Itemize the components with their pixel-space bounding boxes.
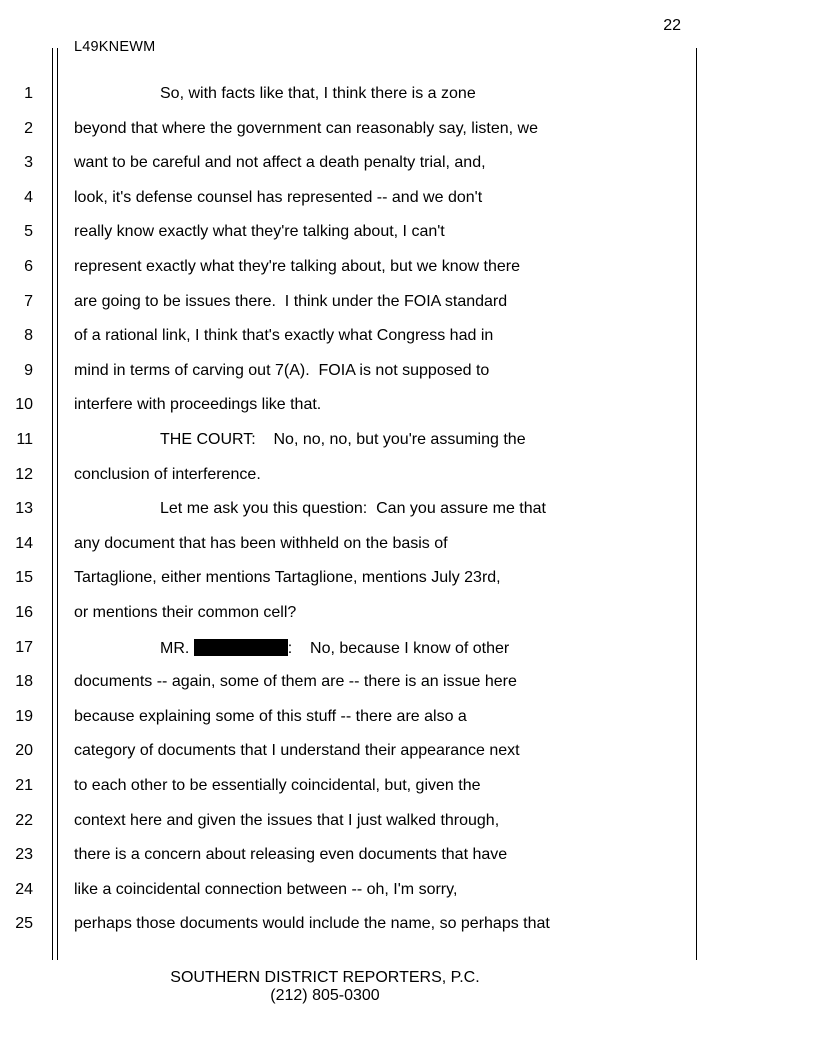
footer-phone: (212) 805-0300 (270, 987, 380, 1004)
redaction-block (194, 639, 288, 656)
line-number: 11 (16, 431, 33, 448)
line-number: 18 (15, 673, 33, 690)
transcript-line: conclusion of interference. (74, 466, 261, 483)
transcript-line: category of documents that I understand their appearance next (74, 742, 520, 759)
line-number: 4 (24, 189, 33, 206)
footer-reporter-name: SOUTHERN DISTRICT REPORTERS, P.C. (170, 969, 480, 986)
transcript-line: are going to be issues there. I think under the FOIA standard (74, 293, 508, 310)
line-number: 16 (15, 604, 33, 621)
line-number: 7 (24, 293, 33, 310)
line-number: 15 (15, 569, 33, 586)
transcript-line: really know exactly what they're talking about, I can't (74, 223, 445, 240)
line-number: 10 (15, 396, 33, 413)
right-margin-rule (696, 48, 697, 960)
line-number: 21 (15, 777, 33, 794)
speaker-label: MR. (160, 640, 194, 657)
left-margin-rule (52, 48, 53, 960)
line-number: 20 (15, 742, 33, 759)
line-number: 2 (24, 120, 33, 137)
transcript-line: any document that has been withheld on the basis of (74, 535, 448, 552)
transcript-line: context here and given the issues that I just walked through, (74, 812, 500, 829)
transcript-line: perhaps those documents would include the name, so perhaps that (74, 915, 550, 932)
transcript-line: THE COURT: No, no, no, but you're assuming the (160, 431, 526, 448)
line-number: 12 (15, 466, 33, 483)
line-number: 6 (24, 258, 33, 275)
transcript-line: like a coincidental connection between -- oh, I'm sorry, (74, 881, 458, 898)
line-number: 19 (15, 708, 33, 725)
transcript-line: to each other to be essentially coincidental, but, given the (74, 777, 481, 794)
transcript-line: mind in terms of carving out 7(A). FOIA is not supposed to (74, 362, 490, 379)
transcript-line: look, it's defense counsel has represented -- and we don't (74, 189, 483, 206)
line-number: 13 (15, 500, 33, 517)
line-number: 8 (24, 327, 33, 344)
transcript-line: beyond that where the government can reasonably say, listen, we (74, 120, 538, 137)
line-number: 3 (24, 154, 33, 171)
transcript-line: because explaining some of this stuff -- there are also a (74, 708, 467, 725)
transcript-line (160, 639, 509, 658)
transcript-line: Let me ask you this question: Can you assure me that (160, 500, 546, 517)
transcript-line: interfere with proceedings like that. (74, 396, 322, 413)
transcript-line: So, with facts like that, I think there is a zone (160, 85, 476, 102)
transcript-line: of a rational link, I think that's exactly what Congress had in (74, 327, 494, 344)
left-margin-rule-inner (57, 48, 58, 960)
line-number: 22 (15, 812, 33, 829)
transcript-line: represent exactly what they're talking about, but we know there (74, 258, 520, 275)
line-number: 9 (24, 362, 33, 379)
line-number: 17 (15, 639, 33, 656)
page-number: 22 (663, 17, 681, 34)
transcript-line: want to be careful and not affect a death penalty trial, and, (74, 154, 486, 171)
line-number: 5 (24, 223, 33, 240)
transcript-line: documents -- again, some of them are -- there is an issue here (74, 673, 517, 690)
line-number: 14 (15, 535, 33, 552)
line-number: 24 (15, 881, 33, 898)
transcript-line: Tartaglione, either mentions Tartaglione, mentions July 23rd, (74, 569, 501, 586)
line-number: 23 (15, 846, 33, 863)
transcript-line: there is a concern about releasing even documents that have (74, 846, 508, 863)
line-number: 25 (15, 915, 33, 932)
speaker-remark: : No, because I know of other (287, 640, 510, 657)
case-code: L49KNEWM (74, 39, 156, 55)
line-number: 1 (24, 85, 33, 102)
transcript-line: or mentions their common cell? (74, 604, 297, 621)
